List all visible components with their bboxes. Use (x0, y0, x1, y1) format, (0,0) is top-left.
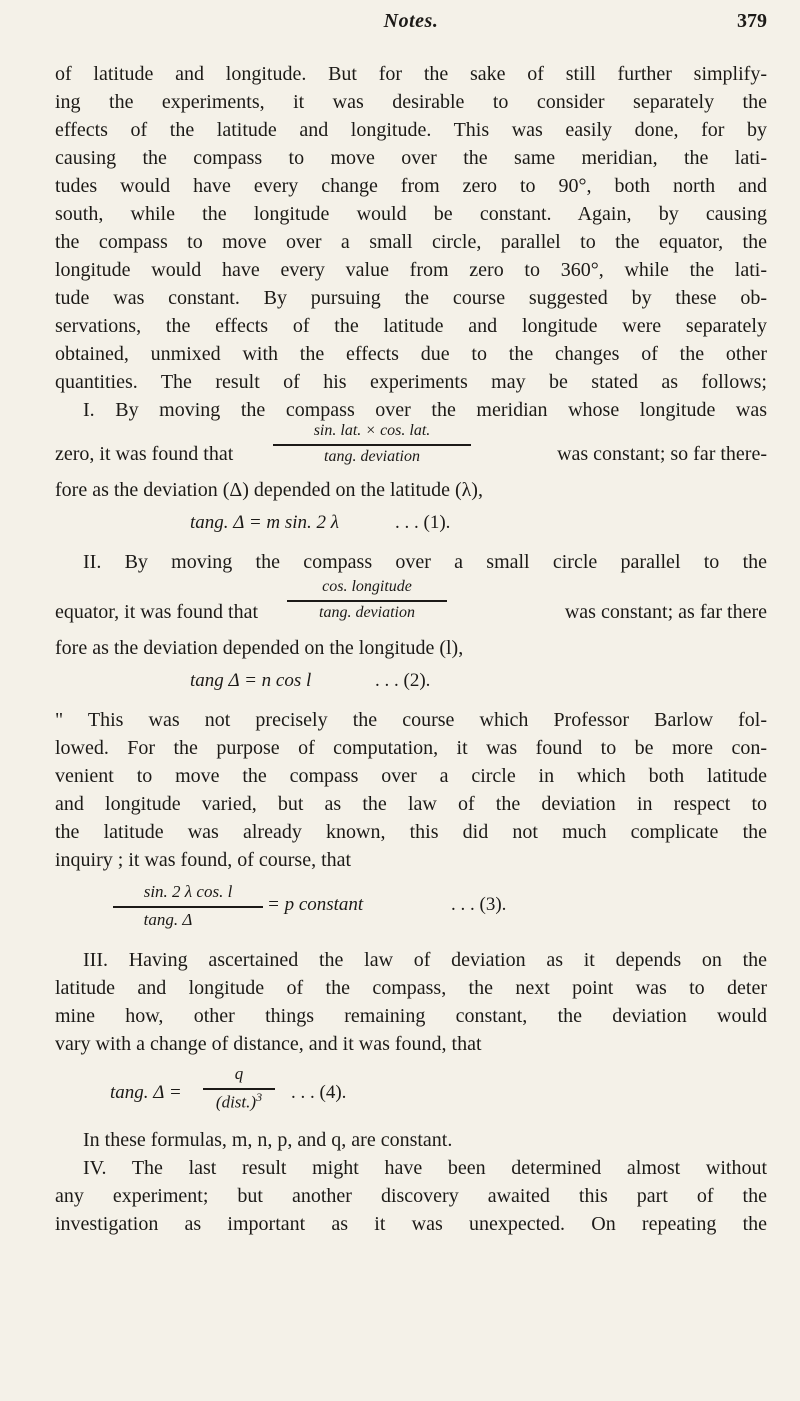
fraction-bar (113, 906, 263, 908)
equation-4-label: . . . (4). (291, 1082, 347, 1103)
text-line: tude was constant. By pursuing the course suggested by these ob- (55, 287, 767, 309)
equation-4: tang. Δ = (110, 1082, 182, 1103)
equation-3: = p constant (267, 894, 364, 915)
text-line: effects of the latitude and longitude. This was easily done, for by (55, 119, 767, 141)
denominator-base: (dist.) (215, 1092, 257, 1112)
text-line: the latitude was already known, this did not much complicate the (55, 821, 767, 843)
fraction-denominator: tang. deviation (319, 604, 415, 621)
text-line: any experiment; but another discovery awaited this part of the (55, 1185, 767, 1207)
equation-2-label: . . . (2). (375, 670, 431, 691)
text-line: was constant; as far there (564, 601, 767, 623)
fraction-bar (273, 444, 471, 446)
text-line: fore as the deviation (Δ) depended on the latitude (λ), (55, 479, 483, 501)
text-line: the compass to move over a small circle, parallel to the equator, the (55, 231, 767, 253)
text-line: I. By moving the compass over the meridian whose longitude was (83, 399, 767, 421)
text-line: causing the compass to move over the same meridian, the lati- (55, 147, 767, 169)
running-head: Notes. (383, 10, 439, 32)
text-line: investigation as important as it was unexpected. On repeating the (55, 1213, 767, 1235)
text-line: was constant; so far there- (557, 443, 767, 465)
fraction-numerator: sin. 2 λ cos. l (143, 882, 233, 901)
fraction-numerator: cos. longitude (322, 578, 412, 595)
text-line: tudes would have every change from zero to 90°, both north and (55, 175, 767, 197)
text-line: equator, it was found that (55, 601, 259, 623)
text-line: of latitude and longitude. But for the sake of still further simplify- (55, 63, 767, 85)
page-header (55, 10, 767, 40)
text-line: ing the experiments, it was desirable to consider separately the (55, 91, 767, 113)
text-line: venient to move the compass over a circle in which both latitude (55, 765, 767, 787)
text-line: IV. The last result might have been determined almost without (83, 1157, 767, 1179)
text-line: In these formulas, m, n, p, and q, are constant. (83, 1129, 453, 1151)
denominator-exponent: 3 (256, 1090, 263, 1104)
fraction-numerator: sin. lat. × cos. lat. (313, 422, 431, 439)
text-line: mine how, other things remaining constant, the deviation would (55, 1005, 767, 1027)
text-line: fore as the deviation depended on the longitude (l), (55, 637, 464, 659)
text-line: " This was not precisely the course which Professor Barlow fol- (55, 709, 767, 731)
text-line: lowed. For the purpose of computation, it was found to be more con- (55, 737, 767, 759)
text-line: inquiry ; it was found, of course, that (55, 849, 352, 871)
text-line: servations, the effects of the latitude and longitude were separately (55, 315, 767, 337)
fraction-denominator (203, 1090, 275, 1113)
page-number: 379 (737, 10, 767, 32)
fraction-denominator: tang. Δ (143, 910, 193, 929)
text-line: south, while the longitude would be constant. Again, by causing (55, 203, 767, 225)
text-line: III. Having ascertained the law of deviation as it depends on the (83, 949, 767, 971)
text-line: quantities. The result of his experiments may be stated as follows; (55, 371, 767, 393)
text-line: longitude would have every value from zero to 360°, while the lati- (55, 259, 767, 281)
equation-1-label: . . . (1). (395, 512, 451, 533)
fraction-denominator: tang. deviation (324, 448, 420, 465)
text-line: II. By moving the compass over a small circle parallel to the (83, 551, 767, 573)
text-line: vary with a change of distance, and it was found, that (55, 1033, 482, 1055)
equation-1: tang. Δ = m sin. 2 λ (190, 512, 340, 533)
equation-3-label: . . . (3). (451, 894, 507, 915)
text-line: zero, it was found that (55, 443, 234, 465)
equation-2: tang Δ = n cos l (190, 670, 312, 691)
text-line: obtained, unmixed with the effects due to the changes of the other (55, 343, 767, 365)
fraction-numerator: q (234, 1064, 244, 1083)
text-line: latitude and longitude of the compass, the next point was to deter (55, 977, 767, 999)
text-line: and longitude varied, but as the law of the deviation in respect to (55, 793, 767, 815)
fraction-bar (287, 600, 447, 602)
